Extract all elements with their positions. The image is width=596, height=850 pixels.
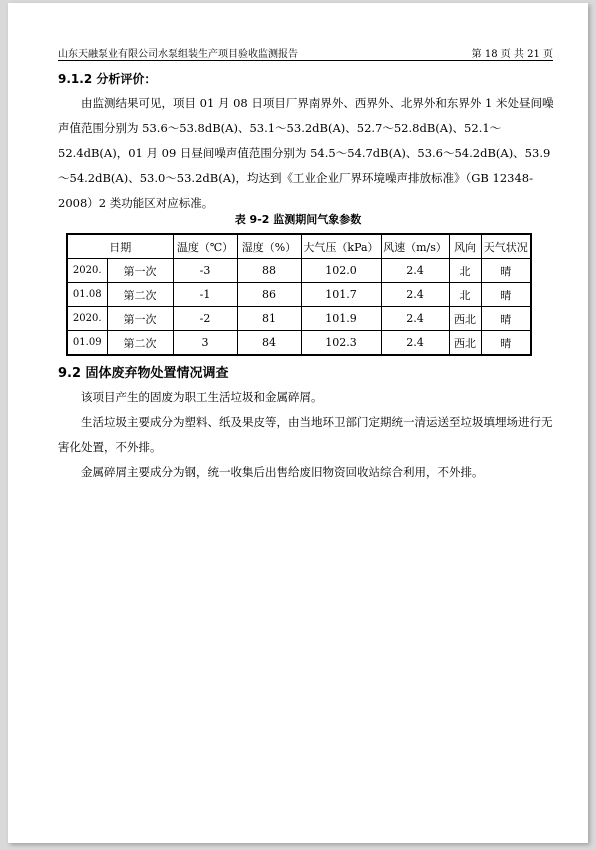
humidity-cell: 81 — [237, 307, 301, 331]
pressure-cell: 101.9 — [301, 307, 381, 331]
paragraph: 生活垃圾主要成分为塑料、纸及果皮等，由当地环卫部门定期统一清运送至垃圾填埋场进行无害化处置，不外排。 — [58, 415, 553, 454]
pressure-cell: 102.0 — [301, 259, 381, 283]
header-temperature: 温度（℃） — [173, 234, 237, 259]
header-date: 日期 — [67, 234, 173, 259]
pressure-cell: 102.3 — [301, 331, 381, 356]
wind-speed-cell: 2.4 — [381, 331, 449, 356]
table-row — [67, 283, 531, 307]
analysis-paragraph: 由监测结果可见，项目 01 月 08 日项目厂界南界外、西界外、北界外和东界外 1 米处昼间噪声值范围分别为 53.6～53.8dB(A)、53.1～53.2dB(A)、52.7～52.8dB(A)、52.1～52.4dB(A)，01 月 09 日昼间噪声值范围分别为 54.5～54.7dB(A)、53.6～54.2dB(A)、53.9～54.2dB(A)、53.0～53.2dB(A)，均达到《工业企业厂界环境噪声排放标准》（GB 12348-2008）2 类功能区对应标准。 — [58, 96, 554, 210]
weather-cell: 晴 — [481, 307, 531, 331]
table-header-row — [67, 234, 531, 259]
header-wind-speed: 风速（m/s） — [381, 234, 449, 259]
wind-speed-cell: 2.4 — [381, 283, 449, 307]
paragraph: 金属碎屑主要成分为钢，统一收集后出售给废旧物资回收站综合利用，不外排。 — [81, 465, 484, 479]
header-wind-direction: 风向 — [449, 234, 481, 259]
weather-cell: 晴 — [481, 283, 531, 307]
page-number: 第 18 页 共 21 页 — [471, 49, 553, 60]
temperature-cell: -3 — [173, 259, 237, 283]
date-cell-line1: 2020. — [67, 259, 107, 283]
sample-cell: 第一次 — [107, 307, 173, 331]
weather-cell: 晴 — [481, 331, 531, 356]
sample-cell: 第二次 — [107, 283, 173, 307]
humidity-cell: 84 — [237, 331, 301, 356]
header-weather: 天气状况 — [481, 234, 531, 259]
pressure-cell: 101.7 — [301, 283, 381, 307]
wind-speed-cell: 2.4 — [381, 307, 449, 331]
section-heading-9-1-2: 9.1.2 分析评价： — [58, 72, 157, 86]
table-row — [67, 331, 531, 356]
table-row — [67, 259, 531, 283]
report-title: 山东天融泵业有限公司水泵组装生产项目验收监测报告 — [58, 49, 298, 60]
page-header — [58, 42, 553, 61]
weather-table — [66, 233, 532, 356]
sample-cell: 第一次 — [107, 259, 173, 283]
humidity-cell: 86 — [237, 283, 301, 307]
temperature-cell: -2 — [173, 307, 237, 331]
weather-cell: 晴 — [481, 259, 531, 283]
wind-direction-cell: 北 — [449, 259, 481, 283]
table-caption: 表 9-2 监测期间气象参数 — [234, 213, 362, 226]
wind-direction-cell: 西北 — [449, 307, 481, 331]
date-cell-line2: 01.08 — [67, 283, 107, 307]
wind-speed-cell: 2.4 — [381, 259, 449, 283]
date-cell-line2: 01.09 — [67, 331, 107, 356]
section-heading-9-2: 9.2 固体废弃物处置情况调查 — [58, 366, 229, 381]
solid-waste-section — [58, 385, 555, 485]
header-humidity: 湿度（%） — [237, 234, 301, 259]
header-pressure: 大气压（kPa） — [301, 234, 381, 259]
wind-direction-cell: 北 — [449, 283, 481, 307]
sample-cell: 第二次 — [107, 331, 173, 356]
paragraph: 该项目产生的固废为职工生活垃圾和金属碎屑。 — [81, 390, 323, 404]
temperature-cell: -1 — [173, 283, 237, 307]
humidity-cell: 88 — [237, 259, 301, 283]
table-row — [67, 307, 531, 331]
wind-direction-cell: 西北 — [449, 331, 481, 356]
temperature-cell: 3 — [173, 331, 237, 356]
date-cell-line1: 2020. — [67, 307, 107, 331]
